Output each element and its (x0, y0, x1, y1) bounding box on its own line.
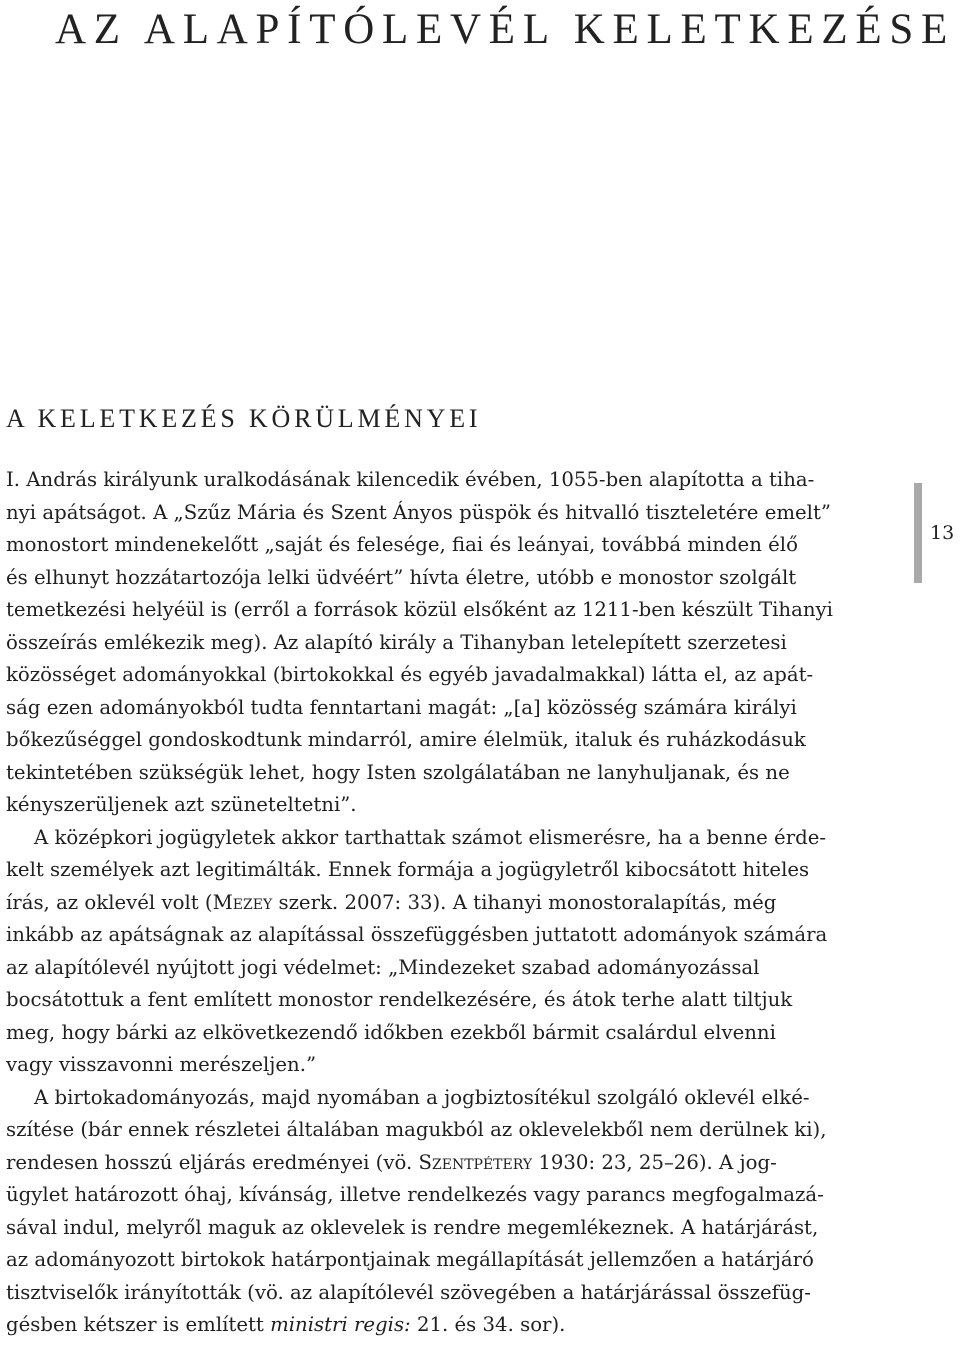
text-line: bőkezűséggel gondoskodtunk mindarról, amire élelmük, italuk és ruházkodásuk (6, 728, 806, 751)
text-line (6, 1147, 882, 1180)
author-name: Szentpétery (418, 1150, 533, 1174)
text-segment: 21. és 34. sor). (410, 1313, 566, 1336)
chapter-title: AZ ALAPÍTÓLEVÉL KELETKEZÉSE (55, 6, 955, 53)
latin-term: ministri regis: (270, 1313, 411, 1336)
text-line: vagy visszavonni merészeljen.” (6, 1053, 317, 1076)
text-line: tisztviselők irányították (vö. az alapítólevél szövegében a határjárással összefüg- (6, 1280, 811, 1304)
text-line: közösséget adományokkal (birtokokkal és egyéb javadalmakkal) látta el, az apát- (6, 663, 814, 686)
text-line (6, 1309, 882, 1342)
text-line: kelt személyek azt legitimálták. Ennek formája a jogügyletről kibocsátott hiteles (6, 858, 810, 881)
text-line: az adományozott birtokok határpontjainak megállapítását jellemzően a határjáró (6, 1248, 814, 1271)
text-segment: szerk. 2007: 33). A tihanyi monostoralapítás, még (272, 890, 777, 914)
page-number: 13 (930, 522, 955, 544)
text-segment: 1930: 23, 25–26). A jog- (532, 1150, 777, 1174)
text-line: és elhunyt hozzátartozója lelki üdvéért” hívta életre, utóbb e monostor szolgált (6, 565, 797, 589)
text-line: nyi apátságot. A „Szűz Mária és Szent Ányos püspök és hitvalló tiszteletére emelt” (6, 500, 831, 524)
text-line: A középkori jogügyletek akkor tarthattak számot elismerésre, ha a benne érde- (34, 825, 827, 849)
text-line: inkább az apátságnak az alapítással összefüggésben juttatott adományok számára (6, 923, 828, 946)
text-line: kényszerüljenek azt szüneteltetni”. (6, 793, 357, 816)
body-text (6, 464, 882, 1342)
text-line: összeírás emlékezik meg). Az alapító király a Tihanyban letelepített szerzetesi (6, 630, 787, 654)
text-line: sával indul, melyről maguk az oklevelek is rendre megemlékeznek. A határjárást, (6, 1215, 819, 1239)
text-segment: gésben kétszer is említett (6, 1313, 271, 1336)
text-line: I. András királyunk uralkodásának kilencedik évében, 1055-ben alapította a tiha- (6, 468, 815, 491)
text-line: bocsátottuk a fent említett monostor rendelkezésére, és átok terhe alatt tiltjuk (6, 988, 793, 1011)
text-segment: rendesen hosszú eljárás eredményei (vö. (6, 1150, 419, 1174)
text-line: szítése (bár ennek részletei általában magukból az oklevelekből nem derülnek ki), (6, 1118, 827, 1141)
text-line: temetkezési helyéül is (erről a források közül elsőként az 1211-ben készült Tihanyi (6, 598, 833, 621)
text-line: monostort mindenekelőtt „saját és felesége, fiai és leányai, továbbá minden élő (6, 533, 798, 556)
author-name: Mezey (212, 890, 273, 914)
text-line: tekintetében szükségük lehet, hogy Isten szolgálatában ne lanyhuljanak, és ne (6, 760, 790, 784)
text-line: az alapítólevél nyújtott jogi védelmet: „Mindezeket szabad adományozással (6, 955, 760, 979)
margin-marker-bar (914, 483, 922, 583)
text-line: ság ezen adományokból tudta fenntartani magát: „[a] közösség számára királyi (6, 695, 797, 719)
text-line: meg, hogy bárki az elkövetkezendő időkben ezekből bármit csalárdul elvenni (6, 1020, 776, 1044)
text-line: ügylet határozott óhaj, kívánság, illetve rendelkezés vagy parancs megfogalmazá- (6, 1183, 824, 1206)
text-line: A birtokadományozás, majd nyomában a jogbiztosítékul szolgáló oklevél elké- (34, 1085, 810, 1109)
text-segment: írás, az oklevél volt ( (6, 890, 213, 914)
text-line (6, 887, 882, 920)
section-title: A KELETKEZÉS KÖRÜLMÉNYEI (6, 404, 482, 433)
